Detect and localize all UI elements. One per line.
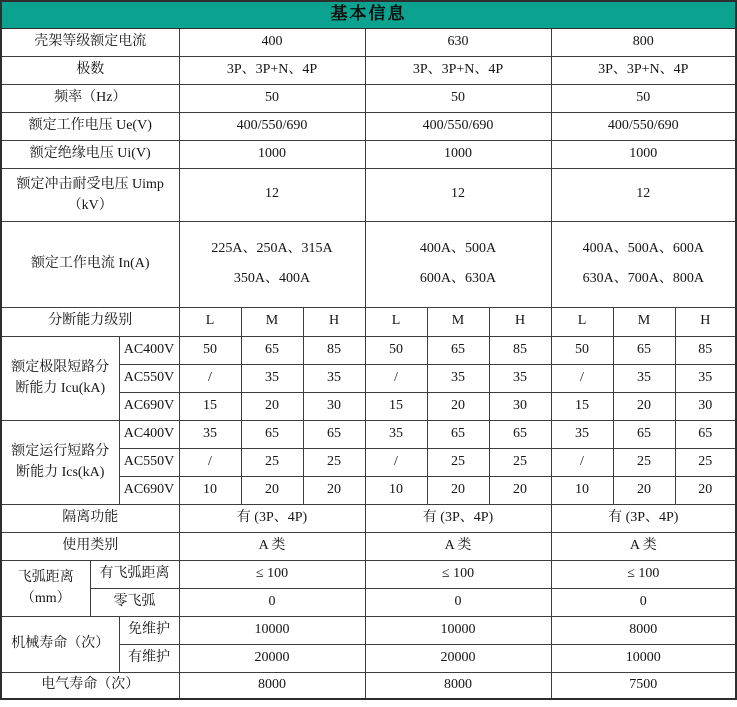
value-cell: 12 [365, 168, 551, 221]
value-cell: H [675, 307, 736, 336]
table-row [1, 221, 736, 307]
value-cell: 25 [675, 448, 736, 476]
value-cell: M [613, 307, 675, 336]
sub-label: AC400V [119, 336, 179, 364]
impulse-voltage-label-line1: 额定冲击耐受电压 Uimp [16, 176, 164, 192]
value-cell: 65 [613, 336, 675, 364]
value-cell: / [551, 448, 613, 476]
value-cell: 10000 [365, 616, 551, 644]
value-cell [179, 221, 365, 307]
value-cell: 10 [179, 476, 241, 504]
table-row [1, 420, 736, 448]
rated-current-line: 630A、700A、800A [582, 271, 704, 286]
sub-label: AC550V [119, 364, 179, 392]
value-cell: 20 [613, 392, 675, 420]
value-cell: 400/550/690 [365, 112, 551, 140]
table-row [1, 504, 736, 532]
table-row [1, 560, 736, 588]
impulse-voltage-label [1, 168, 179, 221]
frame-current-label: 壳架等级额定电流 [1, 28, 179, 56]
value-cell: L [179, 307, 241, 336]
sub-label: AC690V [119, 476, 179, 504]
value-cell: 0 [179, 588, 365, 616]
value-cell: / [179, 448, 241, 476]
value-cell: 10 [551, 476, 613, 504]
value-cell: 1000 [365, 140, 551, 168]
value-cell: 50 [551, 84, 736, 112]
value-cell: 1000 [551, 140, 736, 168]
value-cell: 35 [179, 420, 241, 448]
value-cell: 65 [241, 336, 303, 364]
arc-distance-label-line2: （mm） [20, 591, 71, 606]
value-cell: 85 [489, 336, 551, 364]
value-cell: 25 [613, 448, 675, 476]
value-cell: 25 [489, 448, 551, 476]
value-cell: 35 [551, 420, 613, 448]
value-cell: 65 [489, 420, 551, 448]
value-cell: 20000 [365, 644, 551, 672]
value-cell: 25 [427, 448, 489, 476]
table-row [1, 588, 736, 616]
value-cell: 20 [303, 476, 365, 504]
value-cell: 12 [179, 168, 365, 221]
value-cell: 20 [489, 476, 551, 504]
value-cell: 10000 [179, 616, 365, 644]
value-cell: 15 [551, 392, 613, 420]
rated-current-line: 600A、630A [419, 271, 497, 286]
value-cell: 3P、3P+N、4P [179, 56, 365, 84]
value-cell: A 类 [551, 532, 736, 560]
value-cell: 30 [489, 392, 551, 420]
ics-label-line2: 断能力 Ics(kA) [16, 465, 105, 480]
value-cell: 65 [427, 336, 489, 364]
rated-voltage-label: 额定工作电压 Ue(V) [1, 112, 179, 140]
value-cell: 8000 [551, 616, 736, 644]
value-cell: / [551, 364, 613, 392]
value-cell: 8000 [365, 672, 551, 699]
value-cell: 有 (3P、4P) [365, 504, 551, 532]
value-cell: 8000 [179, 672, 365, 699]
value-cell: 35 [241, 364, 303, 392]
value-cell: ≤ 100 [179, 560, 365, 588]
ics-label-line1: 额定运行短路分 [11, 444, 110, 459]
value-cell: M [427, 307, 489, 336]
value-cell: 20 [675, 476, 736, 504]
value-cell: 400 [179, 28, 365, 56]
sub-label: 有维护 [119, 644, 179, 672]
ics-label [1, 420, 119, 504]
table-row [1, 616, 736, 644]
value-cell: L [365, 307, 427, 336]
value-cell: 35 [489, 364, 551, 392]
value-cell: 15 [365, 392, 427, 420]
icu-label-line2: 断能力 Icu(kA) [15, 381, 106, 396]
value-cell: 12 [551, 168, 736, 221]
value-cell: 20 [241, 392, 303, 420]
isolation-label: 隔离功能 [1, 504, 179, 532]
table-row [1, 168, 736, 221]
value-cell: 85 [675, 336, 736, 364]
value-cell: 400/550/690 [551, 112, 736, 140]
icu-label [1, 336, 119, 420]
sub-label: 有飞弧距离 [90, 560, 179, 588]
value-cell: 35 [303, 364, 365, 392]
poles-label: 极数 [1, 56, 179, 84]
category-label: 使用类别 [1, 532, 179, 560]
value-cell: A 类 [179, 532, 365, 560]
value-cell: 10000 [551, 644, 736, 672]
value-cell: 65 [427, 420, 489, 448]
rated-current-line: 225A、250A、315A [211, 241, 333, 256]
value-cell: 20 [613, 476, 675, 504]
icu-label-line1: 额定极限短路分 [11, 360, 110, 375]
rated-current-line: 400A、500A、600A [582, 241, 704, 256]
table-row [1, 336, 736, 364]
value-cell: 3P、3P+N、4P [365, 56, 551, 84]
value-cell: 有 (3P、4P) [179, 504, 365, 532]
value-cell: ≤ 100 [551, 560, 736, 588]
frequency-label: 频率（Hz） [1, 84, 179, 112]
value-cell: H [489, 307, 551, 336]
sub-label: 免维护 [119, 616, 179, 644]
value-cell: H [303, 307, 365, 336]
value-cell: / [365, 448, 427, 476]
value-cell: 50 [365, 336, 427, 364]
value-cell [365, 221, 551, 307]
value-cell: / [365, 364, 427, 392]
value-cell: 400/550/690 [179, 112, 365, 140]
value-cell: 50 [179, 84, 365, 112]
breaking-grade-label: 分断能力级别 [1, 307, 179, 336]
value-cell: 有 (3P、4P) [551, 504, 736, 532]
value-cell: 50 [551, 336, 613, 364]
value-cell: 35 [613, 364, 675, 392]
table-row [1, 56, 736, 84]
value-cell: M [241, 307, 303, 336]
mech-life-label: 机械寿命（次） [1, 616, 119, 672]
arc-distance-label-line1: 飞弧距离 [17, 570, 74, 585]
sub-label: AC550V [119, 448, 179, 476]
value-cell: 85 [303, 336, 365, 364]
value-cell: 15 [179, 392, 241, 420]
sub-label: AC690V [119, 392, 179, 420]
value-cell: / [179, 364, 241, 392]
table-row [1, 112, 736, 140]
value-cell: 0 [365, 588, 551, 616]
value-cell: 1000 [179, 140, 365, 168]
value-cell: 25 [241, 448, 303, 476]
value-cell: 20 [427, 476, 489, 504]
value-cell: 65 [613, 420, 675, 448]
sub-label: 零飞弧 [90, 588, 179, 616]
value-cell: 25 [303, 448, 365, 476]
value-cell: ≤ 100 [365, 560, 551, 588]
elec-life-label: 电气寿命（次） [1, 672, 179, 699]
value-cell: 20 [427, 392, 489, 420]
impulse-voltage-label-line2: （kV） [67, 197, 113, 213]
table-row [1, 532, 736, 560]
value-cell: 20 [241, 476, 303, 504]
value-cell: 65 [675, 420, 736, 448]
value-cell: 20000 [179, 644, 365, 672]
value-cell: L [551, 307, 613, 336]
value-cell: 7500 [551, 672, 736, 699]
rated-current-label: 额定工作电流 In(A) [1, 221, 179, 307]
value-cell: 10 [365, 476, 427, 504]
table-row [1, 307, 736, 336]
table-title: 基本信息 [1, 1, 736, 28]
value-cell: 30 [303, 392, 365, 420]
value-cell: 50 [365, 84, 551, 112]
table-row [1, 84, 736, 112]
value-cell: 35 [365, 420, 427, 448]
value-cell [551, 221, 736, 307]
value-cell: 35 [675, 364, 736, 392]
value-cell: 65 [241, 420, 303, 448]
value-cell: 50 [179, 336, 241, 364]
value-cell: A 类 [365, 532, 551, 560]
value-cell: 35 [427, 364, 489, 392]
value-cell: 65 [303, 420, 365, 448]
value-cell: 3P、3P+N、4P [551, 56, 736, 84]
value-cell: 30 [675, 392, 736, 420]
rated-current-line: 350A、400A [233, 271, 311, 286]
insulation-voltage-label: 额定绝缘电压 Ui(V) [1, 140, 179, 168]
value-cell: 0 [551, 588, 736, 616]
rated-current-line: 400A、500A [419, 241, 497, 256]
sub-label: AC400V [119, 420, 179, 448]
table-row [1, 28, 736, 56]
value-cell: 630 [365, 28, 551, 56]
value-cell: 800 [551, 28, 736, 56]
table-row [1, 672, 736, 699]
table-row [1, 140, 736, 168]
arc-distance-label [1, 560, 90, 616]
